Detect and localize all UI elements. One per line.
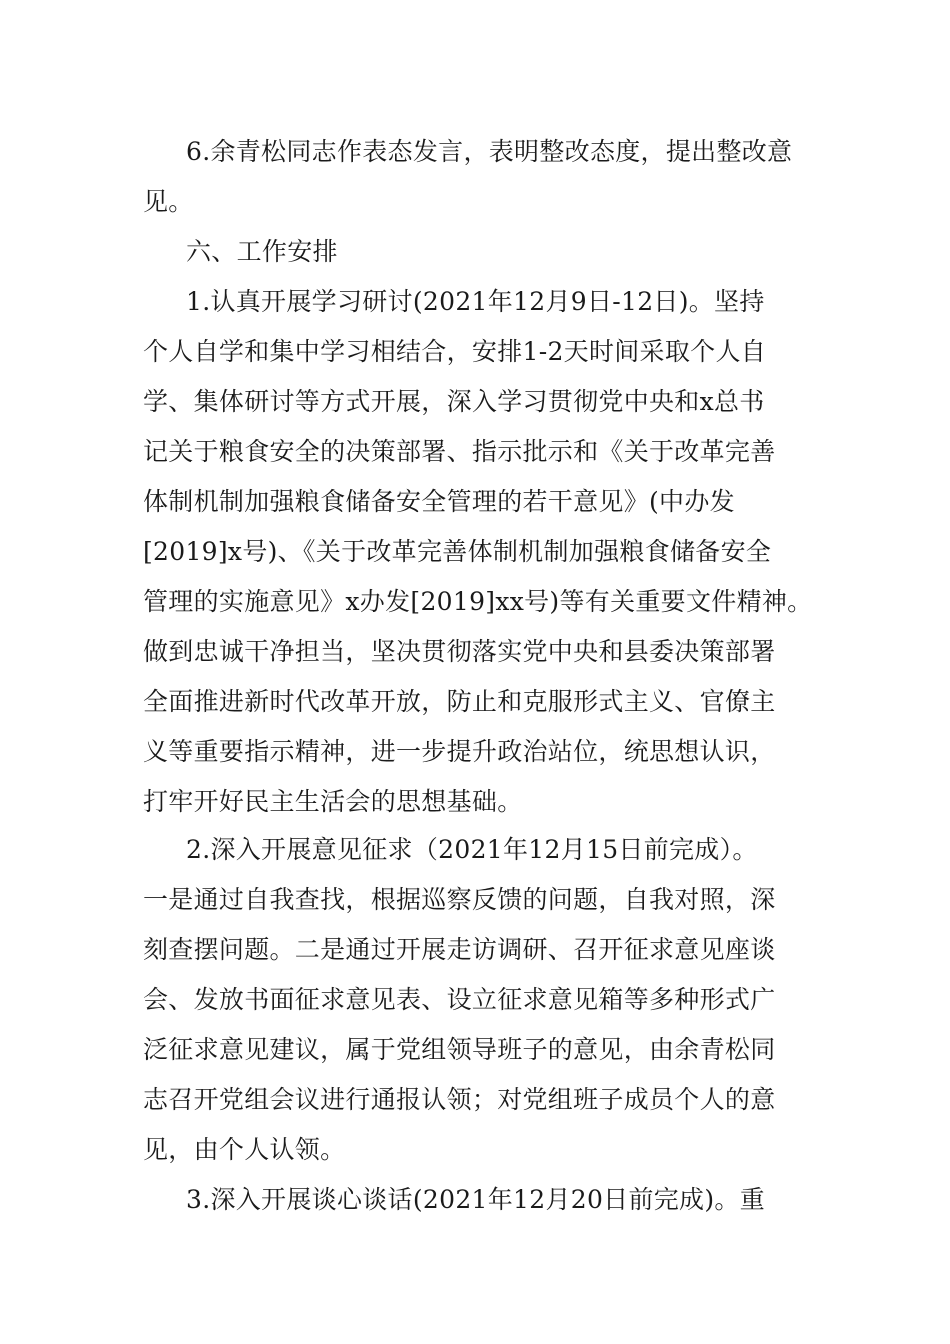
text-line: 学、集体研讨等方式开展，深入学习贯彻党中央和x总书: [143, 387, 765, 416]
text-line: 见，由个人认领。: [143, 1135, 346, 1164]
text-line: 1.认真开展学习研讨(2021年12月9日-12日)。坚持: [186, 287, 765, 316]
text-line: 一是通过自我查找，根据巡察反馈的问题，自我对照，深: [143, 885, 776, 914]
text-line: 义等重要指示精神，进一步提升政治站位，统思想认识，: [143, 737, 776, 766]
text-line: 管理的实施意见》x办发[2019]xx号)等有关重要文件精神。: [143, 587, 813, 616]
text-line: 2.深入开展意见征求（2021年12月15日前完成）。: [186, 835, 758, 864]
text-line: 体制机制加强粮食储备安全管理的若干意见》(中办发: [143, 487, 735, 516]
text-line: 志召开党组会议进行通报认领；对党组班子成员个人的意: [143, 1085, 776, 1114]
text-line: 泛征求意见建议，属于党组领导班子的意见，由余青松同: [143, 1035, 776, 1064]
text-line: 刻查摆问题。二是通过开展走访调研、召开征求意见座谈: [143, 935, 776, 964]
text-line: 3.深入开展谈心谈话(2021年12月20日前完成)。重: [186, 1185, 766, 1214]
text-line: 个人自学和集中学习相结合，安排1-2天时间采取个人自: [143, 337, 767, 366]
text-line: 会、发放书面征求意见表、设立征求意见箱等多种形式广: [143, 985, 776, 1014]
section-heading: 六、工作安排: [186, 237, 338, 266]
text-line: 6.余青松同志作表态发言，表明整改态度，提出整改意: [186, 137, 793, 166]
text-line: 全面推进新时代改革开放，防止和克服形式主义、官僚主: [143, 687, 776, 716]
text-line: 见。: [143, 187, 194, 216]
text-line: [2019]x号)、《关于改革完善体制机制加强粮食储备安全: [143, 537, 772, 566]
text-line: 记关于粮食安全的决策部署、指示批示和《关于改革完善: [143, 437, 776, 466]
text-line: 打牢开好民主生活会的思想基础。: [143, 787, 523, 816]
text-line: 做到忠诚干净担当，坚决贯彻落实党中央和县委决策部署: [143, 637, 776, 666]
